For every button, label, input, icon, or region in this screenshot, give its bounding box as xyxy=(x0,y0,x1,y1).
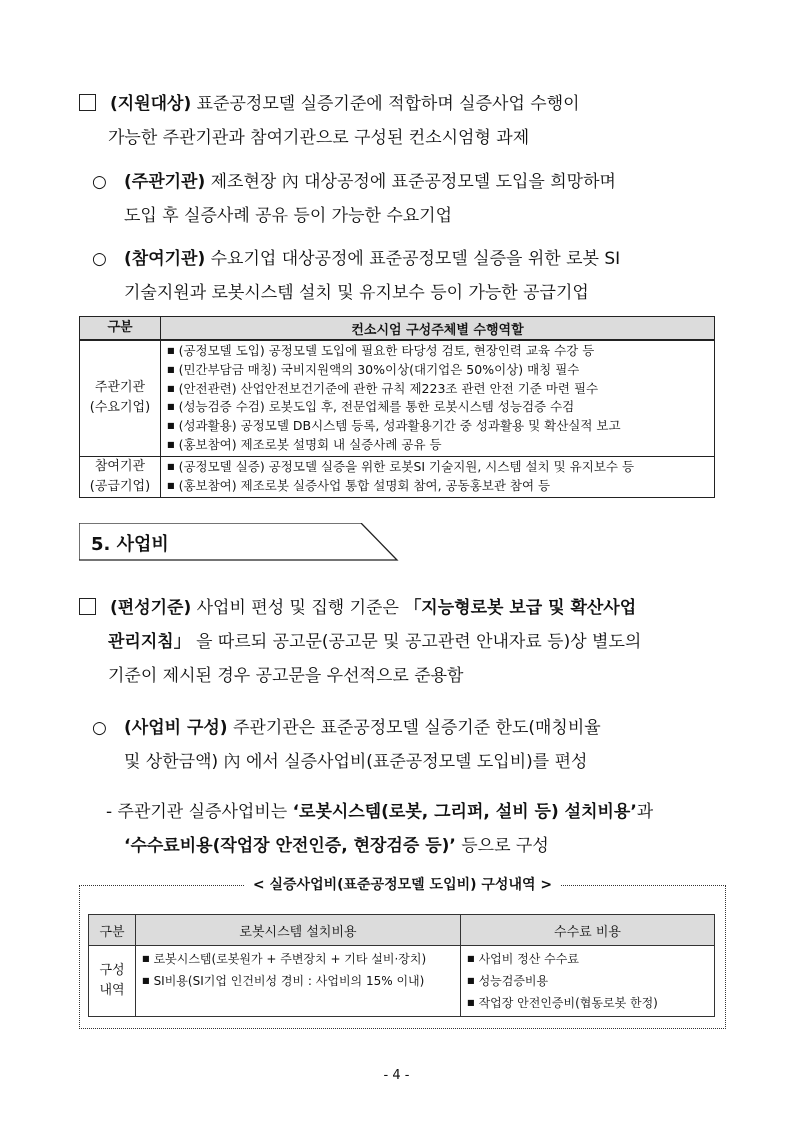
circle-bullet-icon: ○ xyxy=(92,172,107,192)
roles-header-col2: 컨소시엄 구성주체별 수행역할 xyxy=(161,317,715,341)
list-item: ■ (공정모델 실증) 공정모델 실증을 위한 로봇SI 기술지원, 시스템 설치 및 유지보수 등 xyxy=(167,458,635,474)
roles-header-col1: 구분 xyxy=(80,317,161,341)
list-item: ■ 로봇시스템(로봇원가 + 주변장치 + 기타 설비·장치) xyxy=(142,952,427,966)
lead-roles-cell xyxy=(161,340,715,456)
square-bullet-icon: ■ xyxy=(167,480,175,490)
square-bullet-icon: ■ xyxy=(142,954,150,963)
support-target-line2: 가능한 주관기관과 참여기관으로 구성된 컨소시엄형 과제 xyxy=(108,128,530,148)
square-bullet-icon: ■ xyxy=(467,998,475,1007)
roles-row-lead xyxy=(80,340,715,456)
budget-basis-line3: 기준이 제시된 경우 공고문을 우선적으로 준용함 xyxy=(108,666,464,686)
section-title: 5. 사업비 xyxy=(91,534,169,555)
square-bullet-icon: ■ xyxy=(167,383,175,393)
page-number: - 4 - xyxy=(383,1068,410,1083)
support-target-line1: (지원대상) 표준공정모델 실증기준에 적합하며 실증사업 수행이 xyxy=(79,93,580,115)
list-item: ■ (홍보참여) 제조로봇 설명회 내 실증사례 공유 등 xyxy=(167,436,442,452)
circle-bullet-icon: ○ xyxy=(92,249,107,269)
list-item: ■ (홍보참여) 제조로봇 실증사업 통합 설명회 참여, 공동홍보관 참여 등 xyxy=(167,477,551,493)
partner-org-line1: ○ (참여기관) 수요기업 대상공정에 표준공정모델 실증을 위한 로봇 SI xyxy=(92,249,621,269)
list-item: ■ 작업장 안전인증비(협동로봇 한정) xyxy=(467,996,658,1010)
composition-header-col2: 로봇시스템 설치비용 xyxy=(136,915,461,946)
section-header xyxy=(79,523,399,561)
list-item: ■ (성능검증 수검) 로봇도입 후, 전문업체를 통한 로봇시스템 성능검증 수검 xyxy=(167,399,575,415)
budget-dash-line1: - 주관기관 실증사업비는 ‘로봇시스템(로봇, 그리퍼, 설비 등) 설치비용’과 xyxy=(106,802,654,822)
composition-table xyxy=(88,914,715,1017)
square-bullet-icon: ■ xyxy=(467,976,475,985)
budget-comp-line2: 및 상한금액) 內 에서 실증사업비(표준공정모델 도입비)를 편성 xyxy=(124,752,588,772)
partner-org-cell: 참여기관 (공급기업) xyxy=(80,456,161,497)
square-bullet-icon: ■ xyxy=(167,421,175,431)
square-bullet-icon: ■ xyxy=(167,402,175,412)
composition-box xyxy=(79,877,726,1029)
list-item: ■ 성능검증비용 xyxy=(467,974,549,988)
square-bullet-icon: ■ xyxy=(467,954,475,963)
list-item: ■ (성과활용) 공정모델 DB시스템 등록, 성과활용기간 중 성과활용 및 확산실적 보고 xyxy=(167,418,621,434)
checkbox-square-icon xyxy=(79,598,96,615)
checkbox-square-icon xyxy=(79,94,96,111)
list-item: ■ SI비용(SI기업 인건비성 경비 : 사업비의 15% 이내) xyxy=(142,974,425,988)
list-item: ■ (안전관련) 산업안전보건기준에 관한 규칙 제223조 관련 안전 기준 마련 필수 xyxy=(167,380,599,396)
composition-box-title: < 실증사업비(표준공정모델 도입비) 구성내역 > xyxy=(80,874,725,894)
list-item: ■ (공정모델 도입) 공정모델 도입에 필요한 타당성 검토, 현장인력 교육 수강 등 xyxy=(167,343,595,358)
budget-comp-line1: ○ (사업비 구성) 주관기관은 표준공정모델 실증기준 한도(매칭비율 xyxy=(92,718,601,738)
budget-basis-line1: (편성기준) 사업비 편성 및 집행 기준은 「지능형로봇 보급 및 확산사업 xyxy=(79,597,636,619)
lead-org-cell: 주관기관 (수요기업) xyxy=(80,340,161,456)
composition-row-label: 구성 내역 xyxy=(89,946,136,1017)
partner-roles-cell xyxy=(161,456,715,497)
square-bullet-icon: ■ xyxy=(142,976,150,985)
list-item: ■ (민간부담금 매칭) 국비지원액의 30%이상(대기업은 50%이상) 매칭 필수 xyxy=(167,361,580,377)
square-bullet-icon: ■ xyxy=(167,461,175,471)
budget-basis-line2: 관리지침」 을 따르되 공고문(공고문 및 공고관련 안내자료 등)상 별도의 xyxy=(108,632,642,652)
lead-org-line2: 도입 후 실증사례 공유 등이 가능한 수요기업 xyxy=(124,206,453,226)
square-bullet-icon: ■ xyxy=(167,439,175,449)
roles-row-partner xyxy=(80,456,715,497)
fee-cost-cell xyxy=(461,946,715,1017)
composition-header-col3: 수수료 비용 xyxy=(461,915,715,946)
circle-bullet-icon: ○ xyxy=(92,718,107,738)
square-bullet-icon: ■ xyxy=(167,364,175,374)
list-item: ■ 사업비 정산 수수료 xyxy=(467,952,579,966)
budget-dash-line2: ‘수수료비용(작업장 안전인증, 현장검증 등)’ 등으로 구성 xyxy=(124,836,549,856)
partner-org-line2: 기술지원과 로봇시스템 설치 및 유지보수 등이 가능한 공급기업 xyxy=(124,283,589,303)
composition-header-col1: 구분 xyxy=(89,915,136,946)
square-bullet-icon: ■ xyxy=(167,346,175,355)
robot-cost-cell xyxy=(136,946,461,1017)
lead-org-line1: ○ (주관기관) 제조현장 內 대상공정에 표준공정모델 도입을 희망하며 xyxy=(92,172,616,192)
roles-table xyxy=(79,316,715,498)
